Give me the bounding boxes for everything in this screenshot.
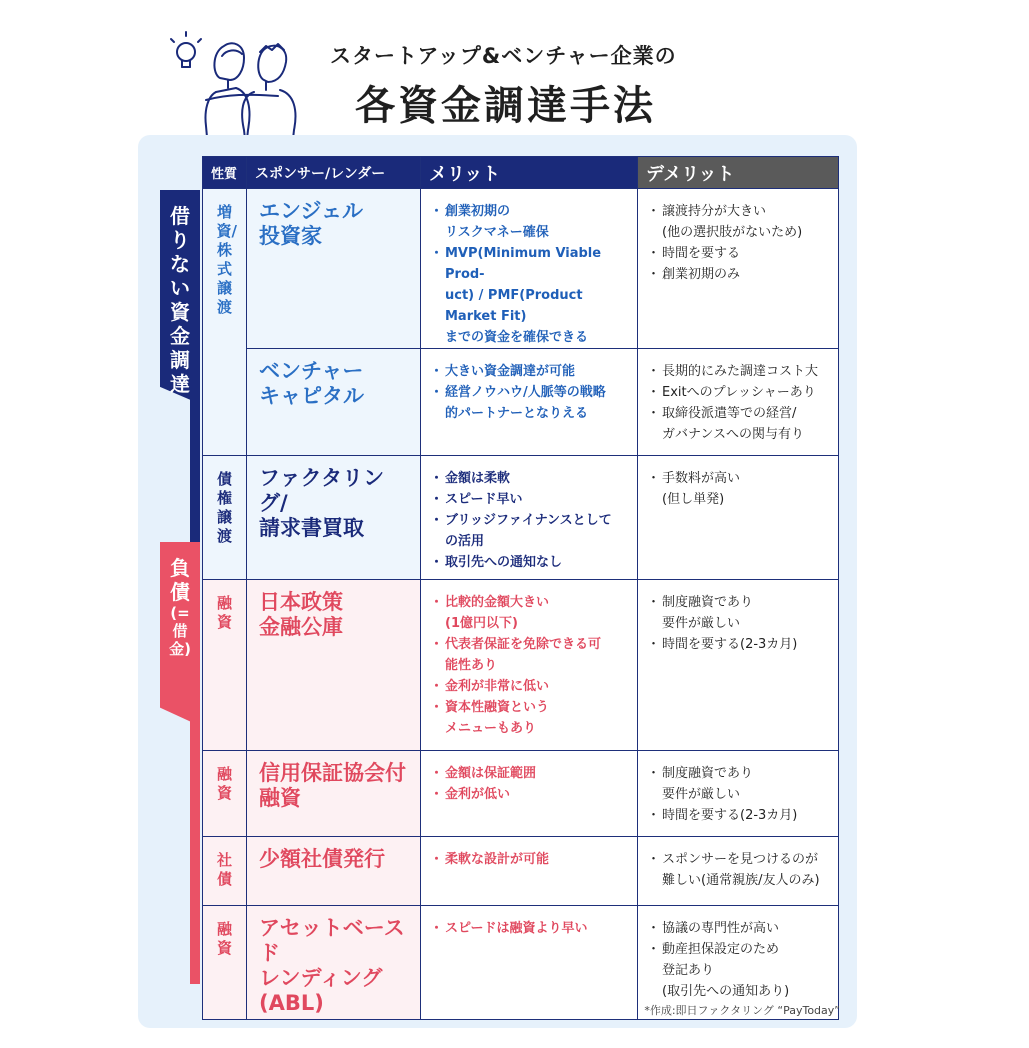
table-row xyxy=(203,349,839,456)
sponsor-cell: 少額社債発行 xyxy=(247,837,421,906)
list-item: ・ 時間を要する(2-3カ月) xyxy=(650,634,830,655)
sponsor-cell: 日本政策 金融公庫 xyxy=(247,580,421,751)
merit-cell xyxy=(421,837,638,906)
list-item: ・ 制度融資であり 要件が厳しい xyxy=(650,763,830,805)
header-demerit: デメリット xyxy=(638,157,839,189)
list-item: ・ 制度融資であり 要件が厳しい xyxy=(650,592,830,634)
two-people-illustration xyxy=(168,30,318,148)
list-item: ・ 金利が非常に低い xyxy=(433,676,629,697)
list-item: ・ 経営ノウハウ/人脈等の戦略 的パートナーとなりえる xyxy=(433,382,629,424)
credit-note: *作成:即日ファクタリング “PayToday” xyxy=(644,1004,840,1017)
table-row xyxy=(203,456,839,580)
list-item: ・ 協議の専門性が高い xyxy=(650,918,830,939)
table-row xyxy=(203,837,839,906)
list-item: ・ 手数料が高い xyxy=(650,468,830,489)
sponsor-cell: ベンチャー キャピタル xyxy=(247,349,421,456)
sponsor-cell: ファクタリング/ 請求書買取 xyxy=(247,456,421,580)
demerit-note: (但し単発) xyxy=(662,492,725,507)
merit-cell xyxy=(421,580,638,751)
list-item: ・ 動産担保設定のため 登記あり xyxy=(650,939,830,981)
merit-cell xyxy=(421,751,638,837)
demerit-note: (取引先への通知あり) xyxy=(662,984,790,999)
table-header-row xyxy=(203,157,839,189)
demerit-cell xyxy=(638,456,839,580)
lightbulb-icon xyxy=(171,32,201,67)
nature-cell: 融資 xyxy=(203,751,247,837)
nature-cell: 融資 xyxy=(203,906,247,1020)
list-item: ・ 代表者保証を免除できる可 能性あり xyxy=(433,634,629,676)
list-item: ・ 長期的にみた調達コスト大 xyxy=(650,361,830,382)
list-item: ・ ブリッジファイナンスとして の活用 xyxy=(433,510,629,552)
merit-cell xyxy=(421,349,638,456)
list-item: ・ MVP(Minimum Viable Prod- uct) / PMF(Product Market Fit) までの資金を確保できる xyxy=(433,243,629,348)
list-item: ・ 時間を要する xyxy=(650,243,830,264)
list-item: ・ 創業初期のみ xyxy=(650,264,830,285)
header-nature: 性質 xyxy=(203,157,247,189)
page-subtitle: スタートアップ&ベンチャー企業の xyxy=(330,44,677,68)
demerit-cell xyxy=(638,349,839,456)
list-item: ・ Exitへのプレッシャーあり xyxy=(650,382,830,403)
nature-cell: 融資 xyxy=(203,580,247,751)
list-item: ・ 創業初期の リスクマネー確保 xyxy=(433,201,629,243)
list-item: ・ 大きい資金調達が可能 xyxy=(433,361,629,382)
list-item: ・ スピード早い xyxy=(433,489,629,510)
merit-cell xyxy=(421,906,638,1020)
funding-methods-table xyxy=(202,156,839,1020)
list-item: ・ スピードは融資より早い xyxy=(433,918,629,939)
nature-cell: 債権譲渡 xyxy=(203,456,247,580)
merit-cell xyxy=(421,189,638,349)
list-item: ・ 金額は柔軟 xyxy=(433,468,629,489)
list-item: ・ 比較的金額大きい (1億円以下) xyxy=(433,592,629,634)
table-row xyxy=(203,189,839,349)
list-item: ・ 取引先への通知なし xyxy=(433,552,629,573)
header-sponsor: スポンサー/レンダー xyxy=(247,157,421,189)
side-label-debt-paren: (=借金) xyxy=(169,604,191,658)
list-item: ・ 資本性融資という メニューもあり xyxy=(433,697,629,739)
demerit-cell xyxy=(638,751,839,837)
list-item: ・ 取締役派遣等での経営/ ガバナンスへの関与有り xyxy=(650,403,830,445)
nature-cell: 社債 xyxy=(203,837,247,906)
list-item: ・ スポンサーを見つけるのが 難しい(通常親族/友人のみ) xyxy=(650,849,830,891)
sponsor-cell: アセットベースド レンディング (ABL) xyxy=(247,906,421,1020)
merit-cell xyxy=(421,456,638,580)
page-title: 各資金調達手法 xyxy=(355,83,656,129)
list-item: ・ 時間を要する(2-3カ月) xyxy=(650,805,830,826)
list-item: ・ 金額は保証範囲 xyxy=(433,763,629,784)
table-row xyxy=(203,580,839,751)
demerit-cell xyxy=(638,189,839,349)
demerit-note: (他の選択肢がないため) xyxy=(662,225,803,240)
sponsor-cell: エンジェル 投資家 xyxy=(247,189,421,349)
table-row xyxy=(203,751,839,837)
side-label-non-borrow-text: 借りない資金調達 xyxy=(170,204,190,396)
side-label-debt-text: 負債 xyxy=(170,556,190,604)
header-merit: メリット xyxy=(421,157,638,189)
list-item: ・ 柔軟な設計が可能 xyxy=(433,849,629,870)
nature-cell: 増資/株式譲渡 xyxy=(203,189,247,456)
list-item: ・ 譲渡持分が大きい xyxy=(650,201,830,222)
sponsor-cell: 信用保証協会付 融資 xyxy=(247,751,421,837)
demerit-cell xyxy=(638,580,839,751)
demerit-cell xyxy=(638,837,839,906)
list-item: ・ 金利が低い xyxy=(433,784,629,805)
